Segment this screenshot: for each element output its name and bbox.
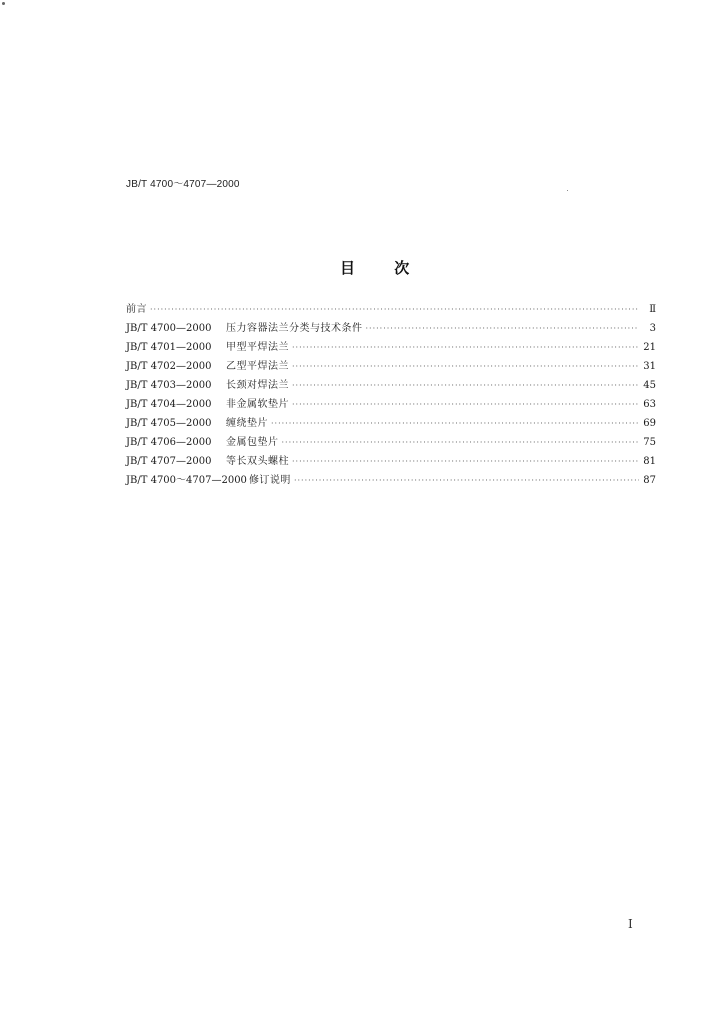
toc-entry-code: JB/T 4706—2000 xyxy=(126,437,212,448)
toc-entry-code: JB/T 4705—2000 xyxy=(126,418,212,429)
dot-leader xyxy=(271,414,639,433)
toc-entry-code: JB/T 4707—2000 xyxy=(126,456,212,467)
dot-leader xyxy=(292,357,639,376)
table-of-contents xyxy=(126,300,656,490)
toc-entry-title: 金属包垫片 xyxy=(226,437,279,448)
dot-leader xyxy=(294,471,639,490)
toc-entry-4700[interactable] xyxy=(126,319,656,338)
toc-entry-4704[interactable] xyxy=(126,395,656,414)
toc-entry-title: 修订说明 xyxy=(248,475,291,486)
scan-speck xyxy=(567,190,568,191)
toc-entry-4703[interactable] xyxy=(126,376,656,395)
toc-entry-title: 长颈对焊法兰 xyxy=(226,380,289,391)
toc-entry-4705[interactable] xyxy=(126,414,656,433)
toc-entry-4707[interactable] xyxy=(126,452,656,471)
toc-entry-preface[interactable] xyxy=(126,300,656,319)
toc-entry-revision-notes[interactable] xyxy=(126,471,656,490)
toc-entry-page: Ⅱ xyxy=(649,304,656,315)
standard-code-header: JB/T 4700～4707—2000 xyxy=(126,179,240,190)
toc-entry-title: 压力容器法兰分类与技术条件 xyxy=(226,323,363,334)
dot-leader xyxy=(366,319,640,338)
scan-speck xyxy=(2,2,5,5)
toc-entry-code: JB/T 4702—2000 xyxy=(126,361,212,372)
toc-entry-code: JB/T 4703—2000 xyxy=(126,380,212,391)
dot-leader xyxy=(292,395,639,414)
dot-leader xyxy=(292,338,639,357)
toc-entry-code: JB/T 4701—2000 xyxy=(126,342,212,353)
toc-title: 目 次 xyxy=(340,259,412,277)
toc-entry-title: 甲型平焊法兰 xyxy=(226,342,289,353)
toc-entry-page: 45 xyxy=(643,380,656,391)
toc-entry-title: 非金属软垫片 xyxy=(226,399,289,410)
dot-leader xyxy=(150,300,639,319)
toc-entry-title: 前言 xyxy=(126,304,147,315)
toc-entry-code: JB/T 4700—2000 xyxy=(126,323,212,334)
toc-entry-title: 缠绕垫片 xyxy=(226,418,268,429)
toc-entry-title: 乙型平焊法兰 xyxy=(226,361,289,372)
toc-entry-code: JB/T 4704—2000 xyxy=(126,399,212,410)
toc-entry-title: 等长双头螺柱 xyxy=(226,456,289,467)
toc-entry-page: 21 xyxy=(643,342,656,353)
toc-entry-page: 87 xyxy=(643,475,656,486)
toc-entry-page: 3 xyxy=(649,323,656,334)
page-number: Ⅰ xyxy=(628,917,633,931)
toc-entry-page: 63 xyxy=(643,399,656,410)
toc-entry-page: 81 xyxy=(643,456,656,467)
toc-entry-code: JB/T 4700～4707—2000 xyxy=(126,475,247,486)
toc-entry-4701[interactable] xyxy=(126,338,656,357)
dot-leader xyxy=(292,376,639,395)
toc-entry-page: 31 xyxy=(643,361,656,372)
toc-entry-4702[interactable] xyxy=(126,357,656,376)
toc-entry-page: 75 xyxy=(643,437,656,448)
toc-entry-4706[interactable] xyxy=(126,433,656,452)
dot-leader xyxy=(282,433,640,452)
toc-entry-page: 69 xyxy=(643,418,656,429)
dot-leader xyxy=(292,452,639,471)
